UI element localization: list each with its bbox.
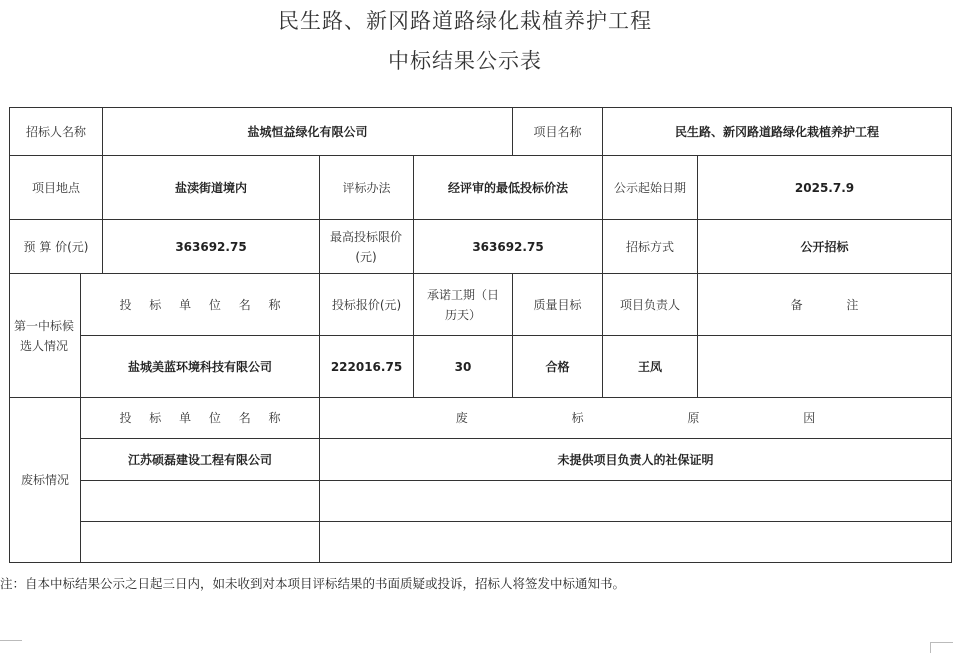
candidate-price-value: 222016.75 (330, 359, 403, 374)
footnote: 注：自本中标结果公示之日起三日内，如未收到对本项目评标结果的书面质疑或投诉，招标人将签发中标通知书。 (0, 576, 626, 591)
candidate-period-value: 30 (454, 359, 472, 374)
tender-method-value: 公开招标 (800, 239, 849, 254)
candidate-unit-value: 盐城美蓝环境科技有限公司 (127, 359, 272, 374)
candidate-remark-header: 备 注 (790, 297, 859, 312)
candidate-price-header: 投标报价(元) (331, 297, 402, 312)
candidate-unit-header: 投 标 单 位 名 称 (119, 297, 281, 312)
rejected-reason-header: 废 标 原 因 (455, 411, 816, 425)
budget-label: 预 算 价(元) (23, 239, 89, 254)
tenderer-value: 盐城恒益绿化有限公司 (247, 124, 368, 139)
max-price-value: 363692.75 (472, 239, 544, 254)
tenderer-label: 招标人名称 (25, 124, 86, 139)
candidate-period-header: 承诺工期（日历天） (427, 287, 500, 322)
rejected-reason-value: 未提供项目负责人的社保证明 (557, 452, 714, 467)
rejected-section-label: 废标情况 (20, 473, 69, 487)
location-label: 项目地点 (31, 180, 80, 195)
rejected-unit-value (81, 481, 319, 521)
rejected-unit-value (81, 522, 319, 562)
candidate-quality-header: 质量目标 (533, 297, 582, 312)
rejected-reason-value (320, 481, 951, 521)
candidate-manager-header: 项目负责人 (619, 297, 680, 312)
evaluation-method-label: 评标办法 (342, 180, 391, 195)
publicity-date-label: 公示起始日期 (613, 180, 686, 195)
location-value: 盐渎街道境内 (174, 180, 247, 195)
candidate-manager-value: 王凤 (637, 359, 662, 374)
page-edge-marker (930, 642, 953, 653)
budget-value: 363692.75 (175, 239, 247, 254)
evaluation-method-value: 经评审的最低投标价法 (447, 180, 568, 195)
project-name-label: 项目名称 (533, 124, 582, 139)
candidate-quality-value: 合格 (545, 359, 570, 374)
candidate-remark-value (698, 336, 951, 397)
page-title: 民生路、新冈路道路绿化栽植养护工程 (278, 9, 652, 33)
rejected-unit-value: 江苏硕磊建设工程有限公司 (127, 452, 272, 467)
max-price-label: 最高投标限价(元) (329, 229, 402, 264)
publicity-date-value: 2025.7.9 (794, 180, 855, 195)
rejected-unit-header: 投 标 单 位 名 称 (119, 411, 281, 425)
page-subtitle: 中标结果公示表 (388, 49, 542, 73)
tender-method-label: 招标方式 (625, 239, 674, 254)
project-name-value: 民生路、新冈路道路绿化栽植养护工程 (674, 124, 879, 139)
candidate-section-label: 第一中标候选人情况 (14, 318, 75, 353)
page-edge-marker (0, 640, 22, 651)
rejected-reason-value (320, 522, 951, 562)
